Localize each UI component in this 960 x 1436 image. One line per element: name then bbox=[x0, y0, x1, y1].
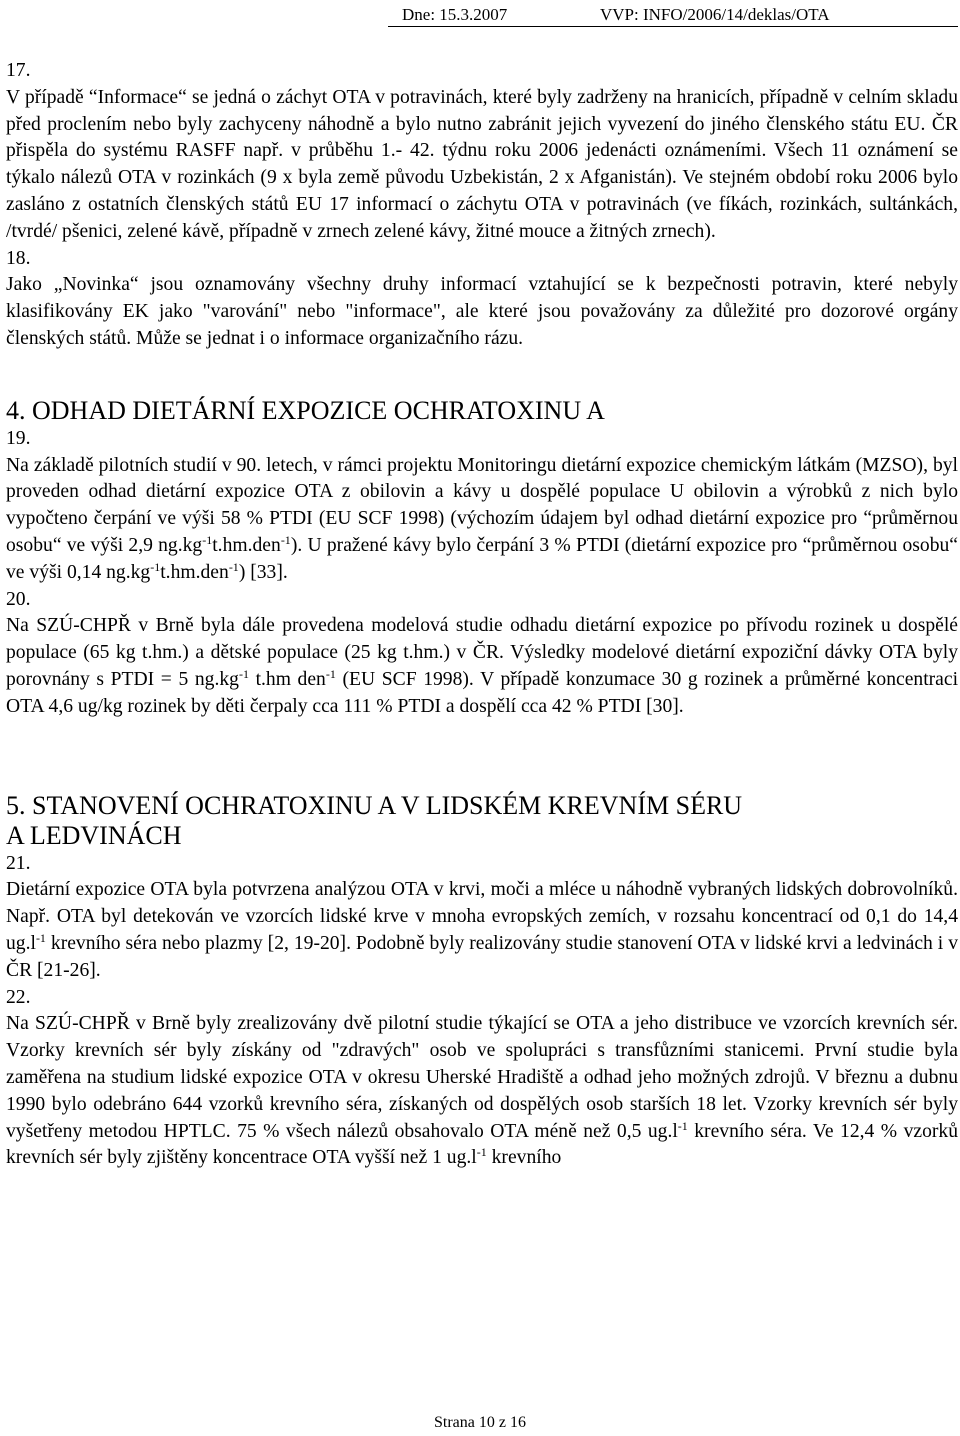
paragraph-20: Na SZÚ-CHPŘ v Brně byla dále provedena modelová studie odhadu dietární expozice po přívodu rozinek u dospělé populace (65 kg t.hm.) a dětské populace (25 kg t.hm.) v ČR. Výsledky modelové dietární expoziční dávky OTA byly porovnány s PTDI = 5 $ng.kg^{-1}$ t.hm den$^{-1}$ (EU SCF 1998). V případě konzumace 30 g rozinek a průměrné koncentraci OTA 4,6 ug/kg rozinek by děti čerpaly cca 111 % PTDI a dospělí cca 42 % PTDI [30]. bbox=[6, 615, 959, 717]
paragraph-19: Na základě pilotních studií v 90. letech, v rámci projektu Monitoringu dietární expozice chemickým látkám (MZSO), byl proveden odhad dietární expozice OTA z obilovin a kávy u dospělé populace U obilovin a výrobků z nich bylo vypočteno čerpání ve výši 58 % PTDI (EU SCF 1998) (výchozím údajem byl odhad dietární expozice pro “průměrnou osobu“ ve výši 2,9 $ng.kg^{-1}t.hm.den^{-1}$). U pražené kávy bylo čerpání 3 % PTDI (dietární expozice pro “průměrnou osobu“ ve výši 0,14 $ng.kg^{-1}t.hm.den^{-1}$) [33]. bbox=[6, 454, 958, 583]
header-reference: VVP: INFO/2006/14/deklas/OTA bbox=[600, 5, 830, 24]
paragraph-number: 20. bbox=[6, 588, 31, 610]
paragraph-21: Dietární expozice OTA byla potvrzena analýzou OTA v krvi, moči a mléce u náhodně vybraných lidských dobrovolníků. Např. OTA byl detekován ve vzorcích lidské krve v mnoha evropských zemích, v rozsahu koncentrací od 0,1 do 14,4 $ug.l^{-1}$ krevního séra nebo plazmy [2, 19-20]. Podobně byly realizovány studie stanovení OTA v lidské krvi a ledvinách i v ČR [21-26]. bbox=[6, 879, 958, 981]
paragraph-number: 21. bbox=[6, 852, 31, 874]
page-header bbox=[388, 3, 958, 27]
document-body bbox=[6, 58, 958, 1172]
header-date: Dne: 15.3.2007 bbox=[402, 5, 508, 24]
paragraph-18: Jako „Novinka“ jsou oznamovány všechny druhy informací vztahující se k bezpečnosti potravin, které nebyly klasifikovány EK jako "varování" nebo "informace", ale které jsou považovány za důležité pro dozorové orgány členských států. Může se jednat i o informace organizačního rázu. bbox=[6, 274, 958, 349]
page-footer: Strana 10 z 16 bbox=[434, 1414, 526, 1431]
paragraph-22: Na SZÚ-CHPŘ v Brně byly zrealizovány dvě pilotní studie týkající se OTA a jeho distribuce ve vzorcích krevních sér. Vzorky krevních sér byly získány od "zdravých" osob ve spolupráci s transfůzními stanicemi. První studie byla zaměřena na studium lidské expozice OTA v okresu Uherské Hradiště a odhad jeho možných zdrojů. V březnu a dubnu 1990 bylo odebráno 644 vzorků krevního séra, získaných od dospělých osob starších 18 let. Vzorky krevních sér byly vyšetřeny metodou HPTLC. 75 % všech nálezů obsahovalo OTA méně než 0,5 $ug.l^{-1}$ krevního séra. Ve 12,4 % vzorků krevních sér byly zjištěny koncentrace OTA vyšší než 1 $ug.l^{-1}$ krevního bbox=[6, 1013, 958, 1169]
paragraph-number: 17. bbox=[6, 60, 31, 81]
paragraph-number: 22. bbox=[6, 986, 31, 1008]
section-5-heading: 5. STANOVENÍ OCHRATOXINU A V LIDSKÉM KREVNÍM SÉRU A LEDVINÁCH bbox=[6, 790, 743, 850]
paragraph-number: 19. bbox=[6, 427, 31, 449]
paragraph-17: V případě “Informace“ se jedná o záchyt OTA v potravinách, které byly zadrženy na hranicích, případně v celním skladu před proclením nebo byly zachyceny náhodně a bylo nutno zabránit jejich vyvezení do jiného členského státu EU. ČR přispěla do systému RASFF např. v průběhu 1.- 42. týdnu roku 2006 jedenácti oznámeními. Všech 11 oznámení se týkalo nálezů OTA v rozinkách (9 x byla země původu Uzbekistán, 2 x Afganistán). Ve stejném období roku 2006 bylo zasláno z ostatních členských států EU 17 informací o záchytu OTA v potravinách (ve fíkách, rozinkách, sultánkách, /tvrdé/ pšenici, zelené kávě, případně v zrnech zelené kávy, žitné mouce a žitných zrnech). bbox=[6, 86, 958, 242]
paragraph-number: 18. bbox=[6, 247, 31, 269]
section-4-heading: 4. ODHAD DIETÁRNÍ EXPOZICE OCHRATOXINU A bbox=[6, 395, 605, 425]
